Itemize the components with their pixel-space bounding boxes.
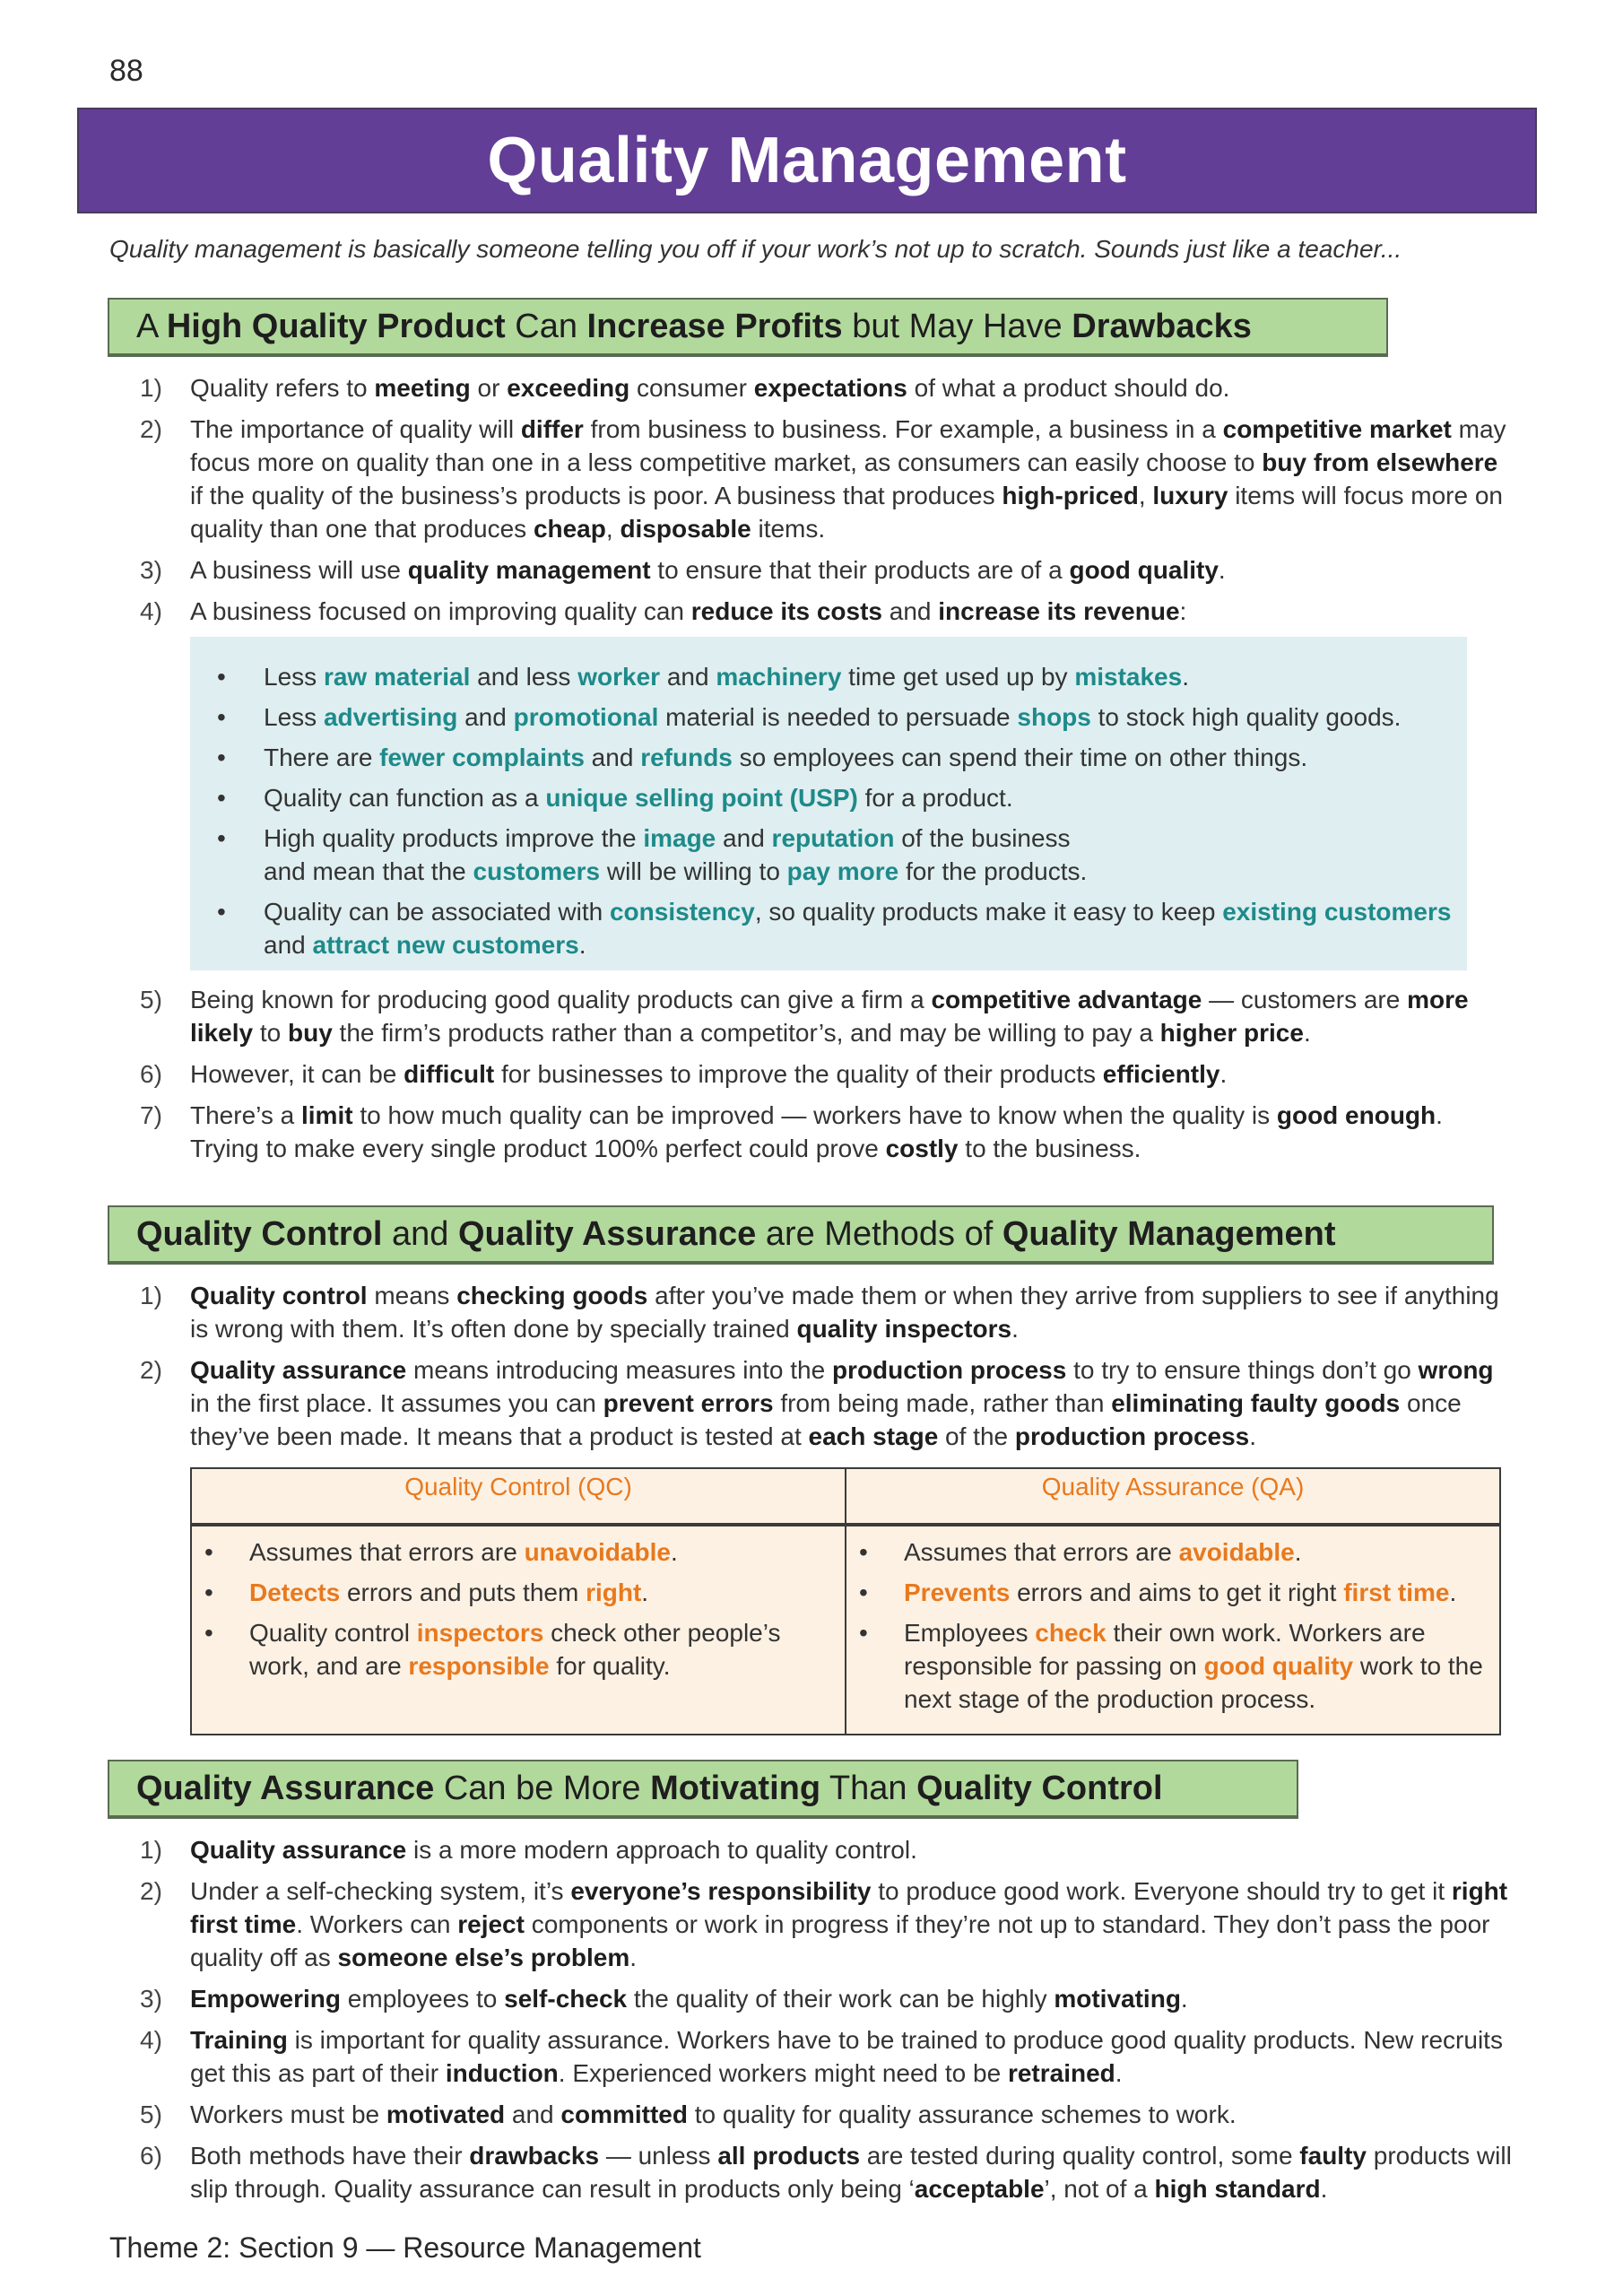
list-item: 4) Training is important for quality assurance. Workers have to be trained to produce good quality products. New recruits get this as part of their induction. Experienced workers might need to be retrained. — [109, 2023, 1544, 2090]
qa-column-header: Quality Assurance (QA) — [846, 1468, 1500, 1525]
bullet-item: • Quality can be associated with consistency, so quality products make it easy to keep existing customers and attract new customers. — [190, 895, 1467, 961]
list-item: 4) A business focused on improving quality can reduce its costs and increase its revenue: — [109, 595, 1508, 628]
bullet-item: • Quality can function as a unique selling point (USP) for a product. — [190, 781, 1467, 814]
list-item: 5) Being known for producing good quality products can give a firm a competitive advantage — customers are more likely to buy the firm’s products rather than a competitor’s, and may be willing to pay a higher price. — [109, 983, 1508, 1049]
item-number: 2) — [140, 415, 162, 443]
bullet-item: • Assumes that errors are avoidable. — [846, 1535, 1490, 1569]
item-number: 6) — [140, 1060, 162, 1088]
item-number: 7) — [140, 1101, 162, 1129]
bullet-icon: • — [204, 1578, 213, 1606]
bullet-item: • High quality products improve the image and reputation of the business and mean that the customers will be willing to pay more for the products. — [190, 822, 1467, 888]
benefits-box — [190, 637, 1467, 970]
qc-cell — [191, 1525, 846, 1735]
list-item: 2) Under a self-checking system, it’s everyone’s responsibility to produce good work. Everyone should try to get it right first time. Workers can reject components or work in progress if they’re not up to standard. They don’t pass the poor quality off as someone else’s problem. — [109, 1874, 1544, 1974]
section-heading-qa-motivating: Quality Assurance Can be More Motivating Than Quality Control — [108, 1760, 1298, 1819]
qa-cell — [846, 1525, 1500, 1735]
bullet-icon: • — [217, 703, 226, 731]
item-number: 1) — [140, 1282, 162, 1309]
item-number: 2) — [140, 1356, 162, 1384]
intro-text: Quality management is basically someone telling you off if your work’s not up to scratch. Sounds just like a teacher... — [109, 235, 1402, 263]
bullet-icon: • — [859, 1538, 868, 1566]
section2-list — [109, 1279, 1508, 1461]
item-number: 4) — [140, 597, 162, 625]
list-item: 2) Quality assurance means introducing measures into the production process to try to ensure things don’t go wrong in the first place. It assumes you can prevent errors from being made, rather than eliminating faulty goods once they’ve been made. It means that a product is tested at each stage of the production process. — [109, 1353, 1508, 1453]
bullet-item: • Assumes that errors are unavoidable. — [192, 1535, 836, 1569]
section-heading-qc-qa-methods: Quality Control and Quality Assurance are Methods of Quality Management — [108, 1205, 1494, 1265]
qc-qa-comparison-table — [190, 1467, 1501, 1735]
qc-column-header: Quality Control (QC) — [191, 1468, 846, 1525]
bullet-icon: • — [204, 1538, 213, 1566]
item-number: 5) — [140, 986, 162, 1013]
bullet-item: • Prevents errors and aims to get it right first time. — [846, 1576, 1490, 1609]
list-item: 1) Quality control means checking goods after you’ve made them or when they arrive from suppliers to see if anything is wrong with them. It’s often done by specially trained quality inspectors. — [109, 1279, 1508, 1345]
list-item: 1) Quality assurance is a more modern approach to quality control. — [109, 1833, 1544, 1866]
benefits-list — [190, 637, 1467, 961]
bullet-icon: • — [217, 824, 226, 852]
footer-section-label: Theme 2: Section 9 — Resource Management — [109, 2231, 701, 2264]
list-item: 6) However, it can be difficult for businesses to improve the quality of their products efficiently. — [109, 1057, 1508, 1091]
bullet-item: • Less raw material and less worker and machinery time get used up by mistakes. — [190, 660, 1467, 693]
section3-list — [109, 1833, 1544, 2213]
bullet-item: • Detects errors and puts them right. — [192, 1576, 836, 1609]
title-bar — [77, 108, 1537, 213]
section1-list-b — [109, 983, 1508, 1173]
section1-list-a — [109, 371, 1508, 636]
list-item: 7) There’s a limit to how much quality can be improved — workers have to know when the quality is good enough. Trying to make every single product 100% perfect could prove costly to the business. — [109, 1099, 1508, 1165]
qc-list — [192, 1535, 836, 1683]
list-item: 2) The importance of quality will differ from business to business. For example, a business in a competitive market may focus more on quality than one in a less competitive market, as consumers can easily choose to buy from elsewhere if the quality of the business’s products is poor. A business that produces high-priced, luxury items will focus more on quality than one that produces cheap, disposable items. — [109, 413, 1508, 545]
page-number: 88 — [109, 54, 143, 88]
list-item: 1) Quality refers to meeting or exceeding consumer expectations of what a product should do. — [109, 371, 1508, 404]
bullet-item: • Employees check their own work. Workers are responsible for passing on good quality work to the next stage of the production process. — [846, 1616, 1490, 1716]
bullet-item: • There are fewer complaints and refunds so employees can spend their time on other things. — [190, 741, 1467, 774]
item-number: 1) — [140, 1836, 162, 1864]
bullet-icon: • — [217, 784, 226, 812]
bullet-icon: • — [859, 1578, 868, 1606]
list-item: 5) Workers must be motivated and committed to quality for quality assurance schemes to work. — [109, 2098, 1544, 2131]
section-heading-high-quality: A High Quality Product Can Increase Profits but May Have Drawbacks — [108, 298, 1388, 357]
bullet-item: • Quality control inspectors check other people’s work, and are responsible for quality. — [192, 1616, 836, 1683]
item-number: 6) — [140, 2142, 162, 2170]
page-title: Quality Management — [487, 125, 1127, 196]
bullet-icon: • — [217, 744, 226, 771]
qa-list — [846, 1535, 1490, 1716]
item-number: 3) — [140, 1985, 162, 2013]
item-number: 5) — [140, 2100, 162, 2128]
item-number: 2) — [140, 1877, 162, 1905]
bullet-icon: • — [217, 898, 226, 926]
bullet-icon: • — [204, 1619, 213, 1647]
list-item: 6) Both methods have their drawbacks — unless all products are tested during quality control, some faulty products will slip through. Quality assurance can result in products only being ‘acceptable’, not of a high standard. — [109, 2139, 1544, 2205]
bullet-icon: • — [217, 663, 226, 691]
bullet-icon: • — [859, 1619, 868, 1647]
item-number: 4) — [140, 2026, 162, 2054]
item-number: 3) — [140, 556, 162, 584]
list-item: 3) A business will use quality management to ensure that their products are of a good quality. — [109, 553, 1508, 587]
bullet-item: • Less advertising and promotional material is needed to persuade shops to stock high quality goods. — [190, 700, 1467, 734]
item-number: 1) — [140, 374, 162, 402]
list-item: 3) Empowering employees to self-check the quality of their work can be highly motivating. — [109, 1982, 1544, 2015]
